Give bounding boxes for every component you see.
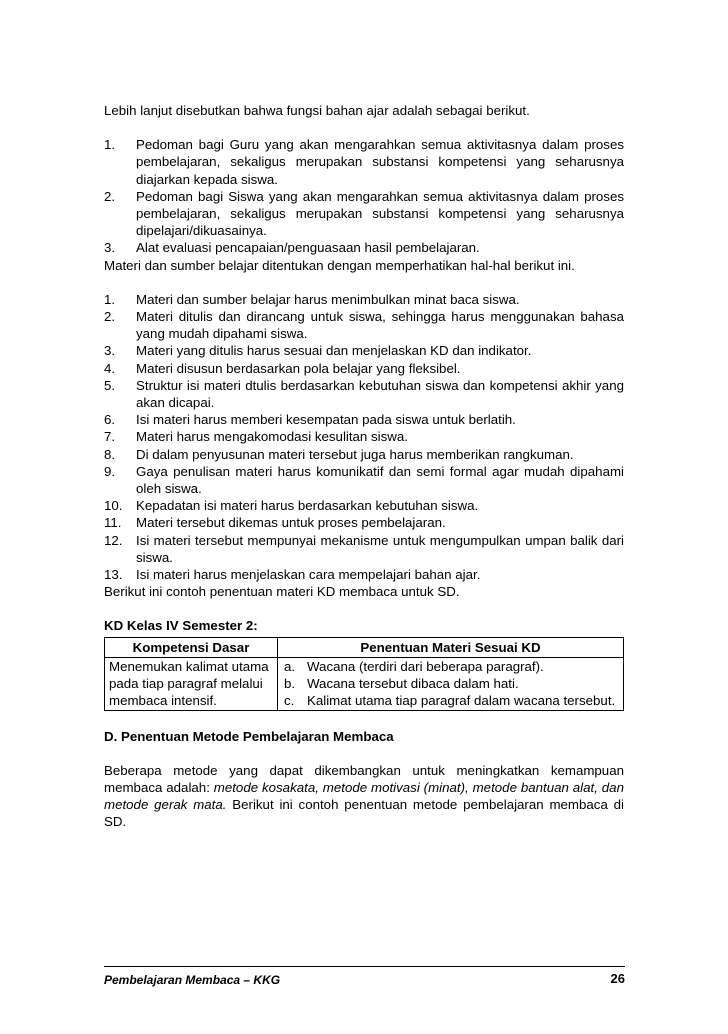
table-row: [105, 657, 624, 710]
list-number: 1.: [104, 291, 116, 307]
list-item: [104, 532, 624, 566]
list-number: 10.: [104, 498, 123, 514]
materi-text: Kalimat utama tiap paragraf dalam wacana tersebut.: [307, 693, 616, 709]
list-text: Materi ditulis dan dirancang untuk siswa, sehingga harus menggunakan bahasa yang mudah dipahami siswa.: [136, 309, 624, 342]
materi-cell: [278, 657, 624, 710]
materi-criteria-list: [104, 291, 624, 583]
list-number: 6.: [104, 412, 116, 428]
list-number: 5.: [104, 377, 116, 393]
list-number: 2.: [104, 309, 116, 325]
list-text: Pedoman bagi Guru yang akan mengarahkan semua aktivitasnya dalam proses pembelajaran, sekaligus merupakan substansi kompetensi yang seharusnya diajarkan kepada siswa.: [136, 137, 624, 187]
kd-table: [104, 637, 624, 711]
list-item: [104, 566, 624, 583]
method-tail: Berikut ini contoh penentuan metode pembelajaran membaca di SD.: [104, 797, 624, 830]
materi-text: Wacana (terdiri dari beberapa paragraf).: [307, 658, 544, 674]
document-page: [104, 102, 624, 831]
list-text: Pedoman bagi Siswa yang akan mengarahkan semua aktivitasnya dalam proses pembelajaran, sekaligus merupakan substansi kompetensi yang seharusnya dipelajari/dikuasainya.: [136, 188, 624, 239]
example-intro: Berikut ini contoh penentuan materi KD membaca untuk SD.: [104, 584, 460, 600]
materi-item: [282, 658, 619, 675]
page-number: 26: [610, 971, 625, 986]
list-number: 8.: [104, 446, 116, 462]
list-number: 3.: [104, 240, 116, 256]
list-number: 4.: [104, 360, 116, 376]
list-text: Di dalam penyusunan materi tersebut juga harus memberikan rangkuman.: [136, 446, 574, 462]
list-text: Kepadatan isi materi harus berdasarkan kebutuhan siswa.: [136, 498, 479, 514]
list-text: Struktur isi materi dtulis berdasarkan kebutuhan siswa dan kompetensi akhir yang akan dicapai.: [136, 377, 624, 411]
list-item: [104, 514, 624, 531]
list-item: [104, 188, 624, 240]
materi-item: [282, 675, 619, 692]
list-number: 11.: [104, 515, 122, 531]
kd-heading: KD Kelas IV Semester 2:: [104, 618, 258, 634]
list-item: [104, 411, 624, 428]
list-item: [104, 446, 624, 463]
list-item: [104, 239, 624, 256]
intro-paragraph-2: Materi dan sumber belajar ditentukan dengan memperhatikan hal-hal berikut ini.: [104, 257, 575, 273]
column-header-materi: Penentuan Materi Sesuai KD: [278, 637, 624, 657]
kompetensi-cell: Menemukan kalimat utama pada tiap paragraf melalui membaca intensif.: [105, 657, 278, 710]
list-number: 9.: [104, 463, 116, 479]
list-item: [104, 428, 624, 445]
list-item: [104, 308, 624, 342]
list-text: Materi yang ditulis harus sesuai dan menjelaskan KD dan indikator.: [136, 343, 532, 359]
list-item: [104, 342, 624, 359]
materi-mark: c.: [284, 693, 295, 709]
materi-item: [282, 692, 619, 709]
list-item: [104, 497, 624, 514]
footer-title: Pembelajaran Membaca – KKG: [104, 973, 281, 987]
list-text: Alat evaluasi pencapaian/penguasaan hasil pembelajaran.: [136, 240, 480, 256]
materi-mark: b.: [284, 676, 296, 692]
column-header-kompetensi: Kompetensi Dasar: [105, 637, 278, 657]
list-number: 1.: [104, 137, 116, 153]
table-header-row: [105, 637, 624, 657]
list-text: Materi harus mengakomodasi kesulitan siswa.: [136, 429, 408, 445]
list-text: Materi dan sumber belajar harus menimbulkan minat baca siswa.: [136, 291, 520, 307]
section-heading: D. Penentuan Metode Pembelajaran Membaca: [104, 728, 394, 744]
method-lead: Beberapa metode yang dapat dikembangkan untuk meningkatkan kemampuan membaca adalah:: [104, 762, 624, 795]
list-number: 12.: [104, 532, 123, 548]
list-item: [104, 463, 624, 497]
list-item: [104, 377, 624, 411]
list-text: Isi materi harus menjelaskan cara mempelajari bahan ajar.: [136, 567, 481, 583]
list-item: [104, 291, 624, 308]
list-text: Materi tersebut dikemas untuk proses pembelajaran.: [136, 515, 446, 531]
list-text: Isi materi tersebut mempunyai mekanisme untuk mengumpulkan umpan balik dari siswa.: [136, 532, 624, 565]
list-item: [104, 136, 624, 188]
list-number: 3.: [104, 343, 116, 359]
footer-divider: [104, 966, 625, 967]
list-number: 7.: [104, 429, 116, 445]
fungsi-bahan-ajar-list: [104, 136, 624, 256]
materi-mark: a.: [284, 658, 296, 674]
list-text: Gaya penulisan materi harus komunikatif dan semi formal agar mudah dipahami oleh siswa.: [136, 463, 624, 497]
materi-text: Wacana tersebut dibaca dalam hati.: [307, 676, 519, 692]
list-number: 2.: [104, 188, 116, 204]
list-text: Isi materi harus memberi kesempatan pada siswa untuk berlatih.: [136, 412, 516, 428]
intro-paragraph-1: Lebih lanjut disebutkan bahwa fungsi bahan ajar adalah sebagai berikut.: [104, 103, 530, 118]
method-list-italic: metode kosakata, metode motivasi (minat), metode bantuan alat, dan metode gerak mata.: [104, 779, 624, 813]
list-number: 13.: [104, 567, 123, 583]
list-text: Materi disusun berdasarkan pola belajar yang fleksibel.: [136, 360, 461, 376]
method-paragraph: [104, 762, 624, 831]
list-item: [104, 360, 624, 377]
